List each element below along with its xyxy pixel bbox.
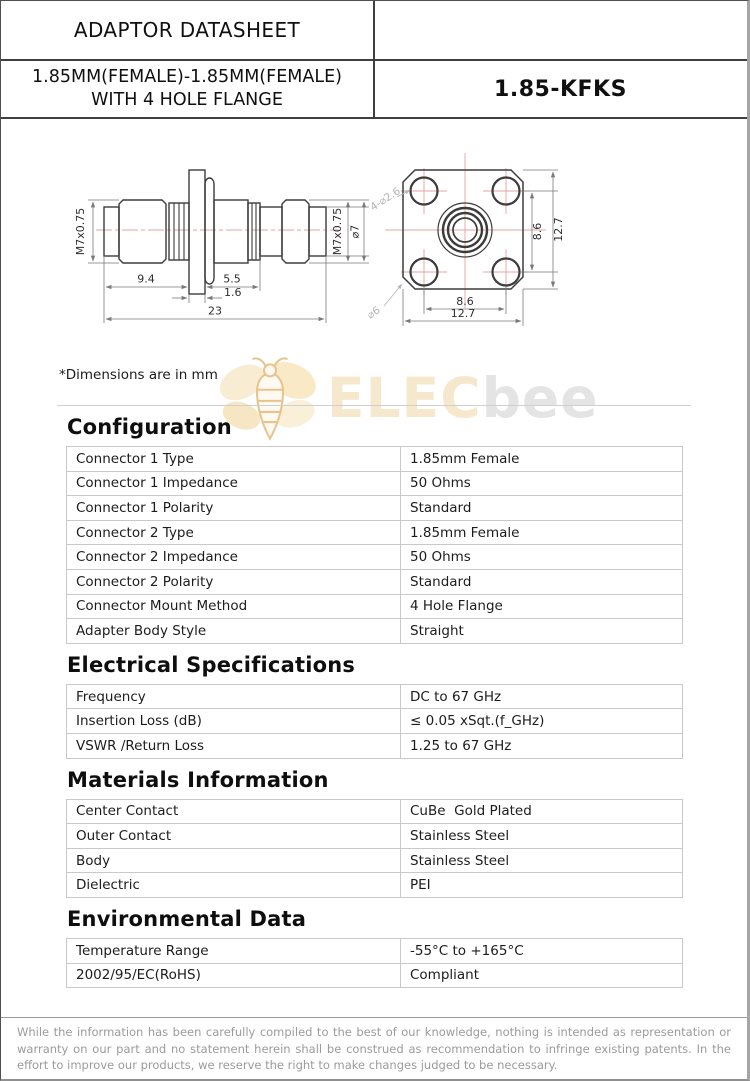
front-view-leader-lines: [384, 190, 410, 306]
table-row: [67, 594, 683, 619]
side-view: [74, 170, 369, 323]
spec-label: Connector Mount Method: [67, 594, 401, 619]
dimensions-note: *Dimensions are in mm: [59, 367, 218, 383]
spec-label: VSWR /Return Loss: [67, 733, 401, 758]
page-title: ADAPTOR DATASHEET: [73, 18, 301, 42]
front-view: [365, 153, 565, 326]
side-view-dimension-lines: [88, 200, 369, 323]
spec-label: Frequency: [67, 684, 401, 709]
table-row: [67, 569, 683, 594]
spec-value: Standard: [401, 496, 683, 521]
dim-holes-label: 4-⌀2.6: [368, 185, 403, 214]
part-number: 1.85-KFKS: [494, 76, 627, 102]
spec-label: Connector 2 Impedance: [67, 545, 401, 570]
technical-drawing: [1, 118, 750, 405]
spec-label: Body: [67, 848, 401, 873]
table-row: [67, 496, 683, 521]
table-row: [67, 963, 683, 988]
spec-label: Connector 1 Impedance: [67, 471, 401, 496]
section-title: Environmental Data: [67, 906, 307, 931]
table-row: [67, 684, 683, 709]
dim-flange-width: 12.7: [450, 307, 476, 320]
dim-thread-right: M7x0.75: [331, 207, 344, 256]
watermark-brand-elec: ELEC: [327, 366, 482, 430]
spec-value: 1.85mm Female: [401, 520, 683, 545]
spec-label: Insertion Loss (dB): [67, 709, 401, 734]
spec-label: 2002/95/EC(RoHS): [67, 963, 401, 988]
dim-1-6: 1.6: [224, 286, 242, 299]
table-row: [67, 447, 683, 472]
product-name-line1: 1.85MM(FEMALE)-1.85MM(FEMALE): [32, 66, 342, 87]
table-row: [67, 520, 683, 545]
spec-label: Center Contact: [67, 799, 401, 824]
watermark-brand-bee: bee: [481, 366, 599, 430]
spec-table: [66, 799, 683, 898]
spec-value: 4 Hole Flange: [401, 594, 683, 619]
spec-value: CuBe Gold Plated: [401, 799, 683, 824]
dim-9-4: 9.4: [137, 272, 155, 286]
spec-value: DC to 67 GHz: [401, 684, 683, 709]
dim-boss-label: ⌀6: [365, 304, 383, 322]
spec-label: Dielectric: [67, 873, 401, 898]
table-row: [67, 824, 683, 849]
section-title: Configuration: [67, 415, 232, 439]
product-name-line2: WITH 4 HOLE FLANGE: [91, 90, 283, 110]
table-row: [67, 733, 683, 758]
spec-label: Connector 1 Type: [67, 447, 401, 472]
product-name: [1, 61, 373, 117]
dim-diameter-7: ⌀7: [348, 224, 362, 239]
spec-value: Stainless Steel: [401, 848, 683, 873]
table-row: [67, 545, 683, 570]
dim-23: 23: [208, 304, 222, 318]
spec-label: Connector 2 Polarity: [67, 569, 401, 594]
footer-disclaimer: While the information has been carefully compiled to the best of our knowledge, nothing is intended as representation or warranty on our part and no statement herein shall be construed as recommendation to infringe existing patents. In the effort to improve our products, we reserve the right to make changes judged to be necessary.: [17, 1025, 731, 1072]
spec-value: Straight: [401, 619, 683, 644]
dim-thread-left: M7x0.75: [74, 207, 87, 256]
spec-value: Compliant: [401, 963, 683, 988]
table-row: [67, 471, 683, 496]
section-title: Materials Information: [67, 767, 329, 792]
section-title: Electrical Specifications: [67, 652, 356, 677]
dim-hole-spacing-v: 8.6: [531, 222, 544, 241]
spec-label: Adapter Body Style: [67, 619, 401, 644]
table-row: [67, 938, 683, 963]
dim-hole-spacing-h: 8.6: [456, 295, 474, 308]
spec-table: [66, 938, 683, 988]
spec-value: Standard: [401, 569, 683, 594]
table-row: [67, 848, 683, 873]
header-column-divider: [373, 1, 375, 119]
table-row: [67, 873, 683, 898]
spec-table: [66, 446, 683, 644]
spec-value: Stainless Steel: [401, 824, 683, 849]
spec-label: Connector 1 Polarity: [67, 496, 401, 521]
spec-value: 50 Ohms: [401, 471, 683, 496]
spec-value: ≤ 0.05 xSqt.(f_GHz): [401, 709, 683, 734]
spec-label: Connector 2 Type: [67, 520, 401, 545]
spec-value: 1.25 to 67 GHz: [401, 733, 683, 758]
front-view-dimension-lines: [403, 170, 558, 326]
spec-label: Outer Contact: [67, 824, 401, 849]
dim-flange-height: 12.7: [552, 217, 565, 242]
spec-label: Temperature Range: [67, 938, 401, 963]
front-view-outline: [403, 170, 523, 289]
spec-value: 50 Ohms: [401, 545, 683, 570]
table-row: [67, 799, 683, 824]
table-row: [67, 709, 683, 734]
spec-table: [66, 684, 683, 759]
table-row: [67, 619, 683, 644]
spec-sections: [57, 405, 691, 988]
footer-divider: [1, 1017, 747, 1018]
spec-value: 1.85mm Female: [401, 447, 683, 472]
spec-value: PEI: [401, 873, 683, 898]
dim-5-5: 5.5: [223, 272, 241, 286]
spec-value: -55°C to +165°C: [401, 938, 683, 963]
